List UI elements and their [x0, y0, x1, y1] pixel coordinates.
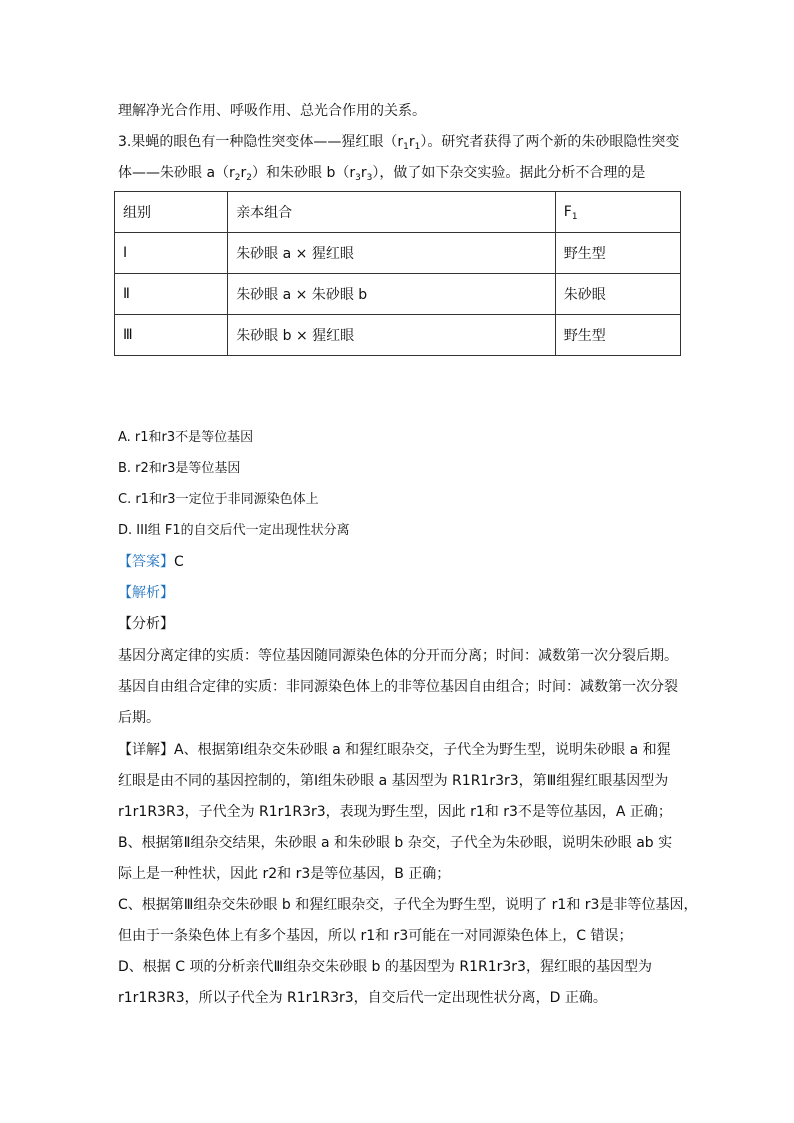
cross-table — [114, 191, 681, 356]
table-cell: Ⅱ — [115, 274, 228, 315]
header-parents: 亲本组合 — [228, 192, 556, 233]
option-b: B. r2和r3是等位基因 — [118, 461, 241, 476]
detail-line-c2: 但由于一条染色体上有多个基因，所以 r1和 r3可能在一对同源染色体上，C 错误； — [118, 928, 633, 944]
detail-line-a1: 【详解】A、根据第Ⅰ组杂交朱砂眼 a 和猩红眼杂交，子代全为野生型，说明朱砂眼 a 和猩 — [118, 742, 671, 758]
table-cell: Ⅰ — [115, 233, 228, 274]
table-row — [115, 315, 681, 356]
table-cell: Ⅲ — [115, 315, 228, 356]
answer-label: 【答案】 — [118, 554, 174, 570]
answer-line — [118, 552, 184, 572]
header-group: 组别 — [115, 192, 228, 233]
question-line-2: 体——朱砂眼 $a(r_2r_2)$和朱砂眼 $b(r_3r_3)$，做了如下杂交实验。据此分析不合理的是 — [118, 165, 646, 183]
detail-label: 【详解】 — [118, 742, 174, 758]
option-c: C. r1和r3一定位于非同源染色体上 — [118, 492, 319, 507]
fenxi-line-1: 基因分离定律的实质：等位基因随同源染色体的分开而分离；时间：减数第一次分裂后期。 — [118, 648, 678, 664]
fenxi-label: 【分析】 — [118, 616, 174, 632]
table-row — [115, 274, 681, 315]
intro-text: 理解净光合作用、呼吸作用、总光合作用的关系。 — [118, 103, 426, 119]
table-cell: 野生型 — [555, 315, 680, 356]
analysis-label: 【解析】 — [118, 585, 174, 601]
table-header-row — [115, 192, 681, 233]
fenxi-line-2: 基因自由组合定律的实质：非同源染色体上的非等位基因自由组合；时间：减数第一次分裂 — [118, 679, 678, 695]
detail-line-a2: 红眼是由不同的基因控制的，第Ⅰ组朱砂眼 a 基因型为 R1R1r3r3，第Ⅲ组猩红眼基因型为 — [118, 773, 669, 789]
table-cell: 朱砂眼 a × 朱砂眼 b — [228, 274, 556, 315]
option-d: D. III组 F1的自交后代一定出现性状分离 — [118, 523, 350, 538]
table-row — [115, 233, 681, 274]
table-cell: 朱砂眼 b × 猩红眼 — [228, 315, 556, 356]
fenxi-line-3: 后期。 — [118, 710, 160, 726]
option-a: A. r1和r3不是等位基因 — [118, 430, 254, 445]
detail-line-a3: r1r1R3R3，子代全为 R1r1R3r3，表现为野生型，因此 r1和 r3不是等位基因，A 正确； — [118, 804, 672, 820]
answer-value: C — [174, 554, 184, 570]
table-cell: 野生型 — [555, 233, 680, 274]
detail-line-d1: D、根据 C 项的分析亲代Ⅲ组杂交朱砂眼 b 的基因型为 R1R1r3r3，猩红眼的基因型为 — [118, 959, 652, 975]
detail-line-c1: C、根据第Ⅲ组杂交朱砂眼 b 和猩红眼杂交，子代全为野生型，说明了 r1和 r3是非等位基因， — [118, 897, 698, 913]
detail-line-d2: r1r1R3R3，所以子代全为 R1r1R3r3，自交后代一定出现性状分离，D 正确。 — [118, 990, 607, 1006]
header-f1: $F_1$ — [555, 192, 680, 233]
table-cell: 朱砂眼 — [555, 274, 680, 315]
table-cell: 朱砂眼 a × 猩红眼 — [228, 233, 556, 274]
detail-line-b2: 际上是一种性状，因此 r2和 r3是等位基因，B 正确； — [118, 866, 451, 882]
detail-line-b1: B、根据第Ⅱ组杂交结果，朱砂眼 a 和朱砂眼 b 杂交，子代全为朱砂眼，说明朱砂眼 ab 实 — [118, 835, 673, 851]
question-line-1: 3.果蝇的眼色有一种隐性突变体——猩红眼$(r_1r_1)$。研究者获得了两个新的朱砂眼隐性突变 — [118, 134, 680, 152]
